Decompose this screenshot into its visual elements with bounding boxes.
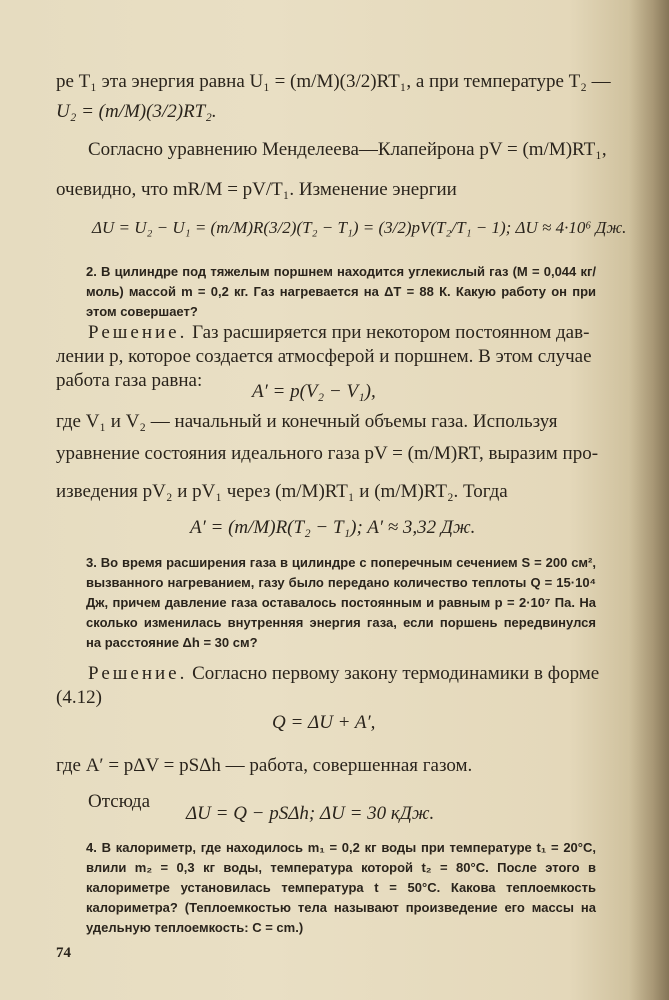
problem-4: 4. В калориметр, где находилось m₁ = 0,2 кг воды при температуре t₁ = 20°C, влили m₂ = 0,3 кг воды, температура которой t₂ = 80°C. После этого в калориметре установилась температура t = 50°C. Какова теплоемкость калориметра? (Теплоемкостью тела называют произведение его массы на удельную теплоемкость: C = cm.) xyxy=(86,840,596,935)
page-spine-shadow xyxy=(629,0,669,1000)
text-line: Согласно уравнению Менделеева—Клапейрона pV = (m/M)RT₁, xyxy=(88,139,607,160)
problem-3: 3. Во время расширения газа в цилиндре с поперечным сечением S = 200 см², вызванного нагреванием, газу было передано количество теплоты Q = 15·10⁴ Дж, причем давление газа оставалось постоянным и равным p = 2·10⁷ Па. На сколько изменилась внутренняя энергия газа, если поршень передвинулся на расстояние Δh = 30 см? xyxy=(86,555,596,650)
solution-line xyxy=(88,321,589,345)
equation: Q = ΔU + A′, xyxy=(272,712,376,733)
equation: ΔU = Q − pSΔh; ΔU = 30 кДж. xyxy=(186,803,435,824)
text-line: ре T₁ эта энергия равна U₁ = (m/M)(3/2)RT₁, а при температуре T₂ — xyxy=(56,71,611,92)
text-line: лении p, которое создается атмосферой и поршнем. В этом случае xyxy=(56,346,592,367)
equation: A′ = p(V₂ − V₁), xyxy=(252,381,376,402)
page-number: 74 xyxy=(56,945,71,961)
equation: A′ = (m/M)R(T₂ − T₁); A′ ≈ 3,32 Дж. xyxy=(190,517,476,538)
text-line: (4.12) xyxy=(56,687,102,708)
solution-text: Газ расширяется при некотором постоянном дав- xyxy=(187,322,590,343)
equation: ΔU = U₂ − U₁ = (m/M)R(3/2)(T₂ − T₁) = (3/2)pV(T₂/T₁ − 1); ΔU ≈ 4·10⁶ Дж. xyxy=(92,218,627,237)
text-line: изведения pV₂ и pV₁ через (m/M)RT₁ и (m/M)RT₂. Тогда xyxy=(56,481,508,502)
text-line: где A′ = pΔV = pSΔh — работа, совершенная газом. xyxy=(56,755,473,776)
text-line: работа газа равна: xyxy=(56,370,203,391)
solution-word: Решение. xyxy=(88,322,188,343)
problem-2: 2. В цилиндре под тяжелым поршнем находится углекислый газ (M = 0,044 кг/моль) массой m = 0,2 кг. Газ нагревается на ΔT = 88 К. Какую работу он при этом совершает? xyxy=(86,264,596,319)
solution-line xyxy=(88,662,599,686)
text-line: U₂ = (m/M)(3/2)RT₂. xyxy=(56,101,217,122)
solution-text: Согласно первому закону термодинамики в форме xyxy=(187,663,600,684)
text-line: где V₁ и V₂ — начальный и конечный объемы газа. Используя xyxy=(56,411,558,432)
text-line: уравнение состояния идеального газа pV = (m/M)RT, выразим про- xyxy=(56,443,599,464)
text-line: очевидно, что mR/M = pV/T₁. Изменение энергии xyxy=(56,179,457,200)
text-line: Отсюда xyxy=(88,791,151,812)
solution-word: Решение. xyxy=(88,663,188,684)
